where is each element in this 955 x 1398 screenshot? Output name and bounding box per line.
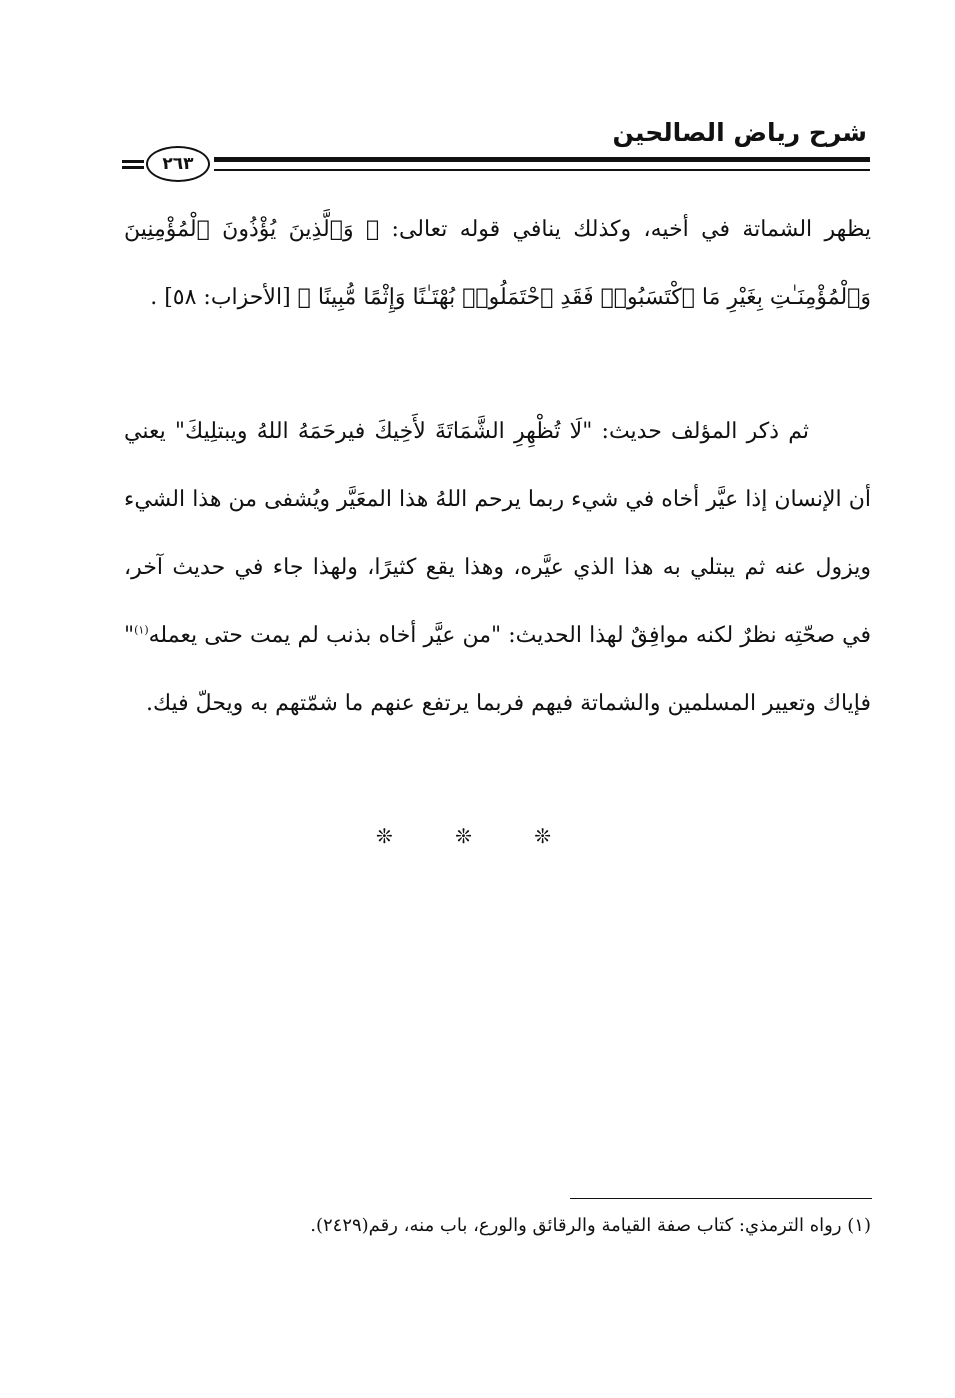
- paragraph-2-text-part-1: ثم ذكر المؤلف حديث: "لَا تُظْهِرِ الشَّمَاتَةَ لأَخِيكَ فيرحَمَهُ اللهُ ويبتلِيكَ" يعني أن الإنسان إذا عيَّر أخاه في شيء ربما يرحم اللهُ هذا المعَيَّر ويُشفى من هذا الشيء ويزول عنه ثم يبتلي به هذا الذي عيَّره، وهذا يقع كثيرًا، ولهذا جاء في حديث آخر، في صحّتِه نظرٌ لكنه موافِقٌ لهذا الحديث: "من عيَّر أخاه بذنب لم يمت حتى يعمله: [124, 419, 871, 648]
- paragraph-1-text: يظهر الشماتة في أخيه، وكذلك ينافي قوله تعالى: ﴿ وَٱلَّذِينَ يُؤْذُونَ ٱلْمُؤْمِنِينَ وَٱلْمُؤْمِنَـٰتِ بِغَيْرِ مَا ٱكْتَسَبُوا۟ فَقَدِ ٱحْتَمَلُوا۟ بُهْتَـٰنًا وَإِثْمًا مُّبِينًا ﴾ [الأحزاب: ٥٨] .: [124, 217, 871, 310]
- page-number: ٢٦٣: [146, 146, 210, 182]
- header-rule: [122, 154, 870, 178]
- footnote-text: (١) رواه الترمذي: كتاب صفة القيامة والرقائق والورع، باب منه، رقم(٢٤٢٩).: [310, 1215, 871, 1236]
- paragraph-2-text-part-2: " فإياك وتعيير المسلمين والشماتة فيهم فربما يرتفع عنهم ما شمّتهم به ويحلّ فيك.: [124, 623, 871, 716]
- running-title: شرح رياض الصالحين: [612, 118, 867, 147]
- header-rule-right: [214, 157, 870, 171]
- paragraph-quran-verse: [124, 196, 871, 332]
- footnote-marker[interactable]: (١): [134, 623, 149, 637]
- section-separator: ❊ ❊ ❊: [376, 824, 579, 848]
- header-rule-left: [122, 160, 144, 169]
- footnote-rule: [570, 1198, 872, 1199]
- paragraph-hadith-explanation: [124, 398, 871, 738]
